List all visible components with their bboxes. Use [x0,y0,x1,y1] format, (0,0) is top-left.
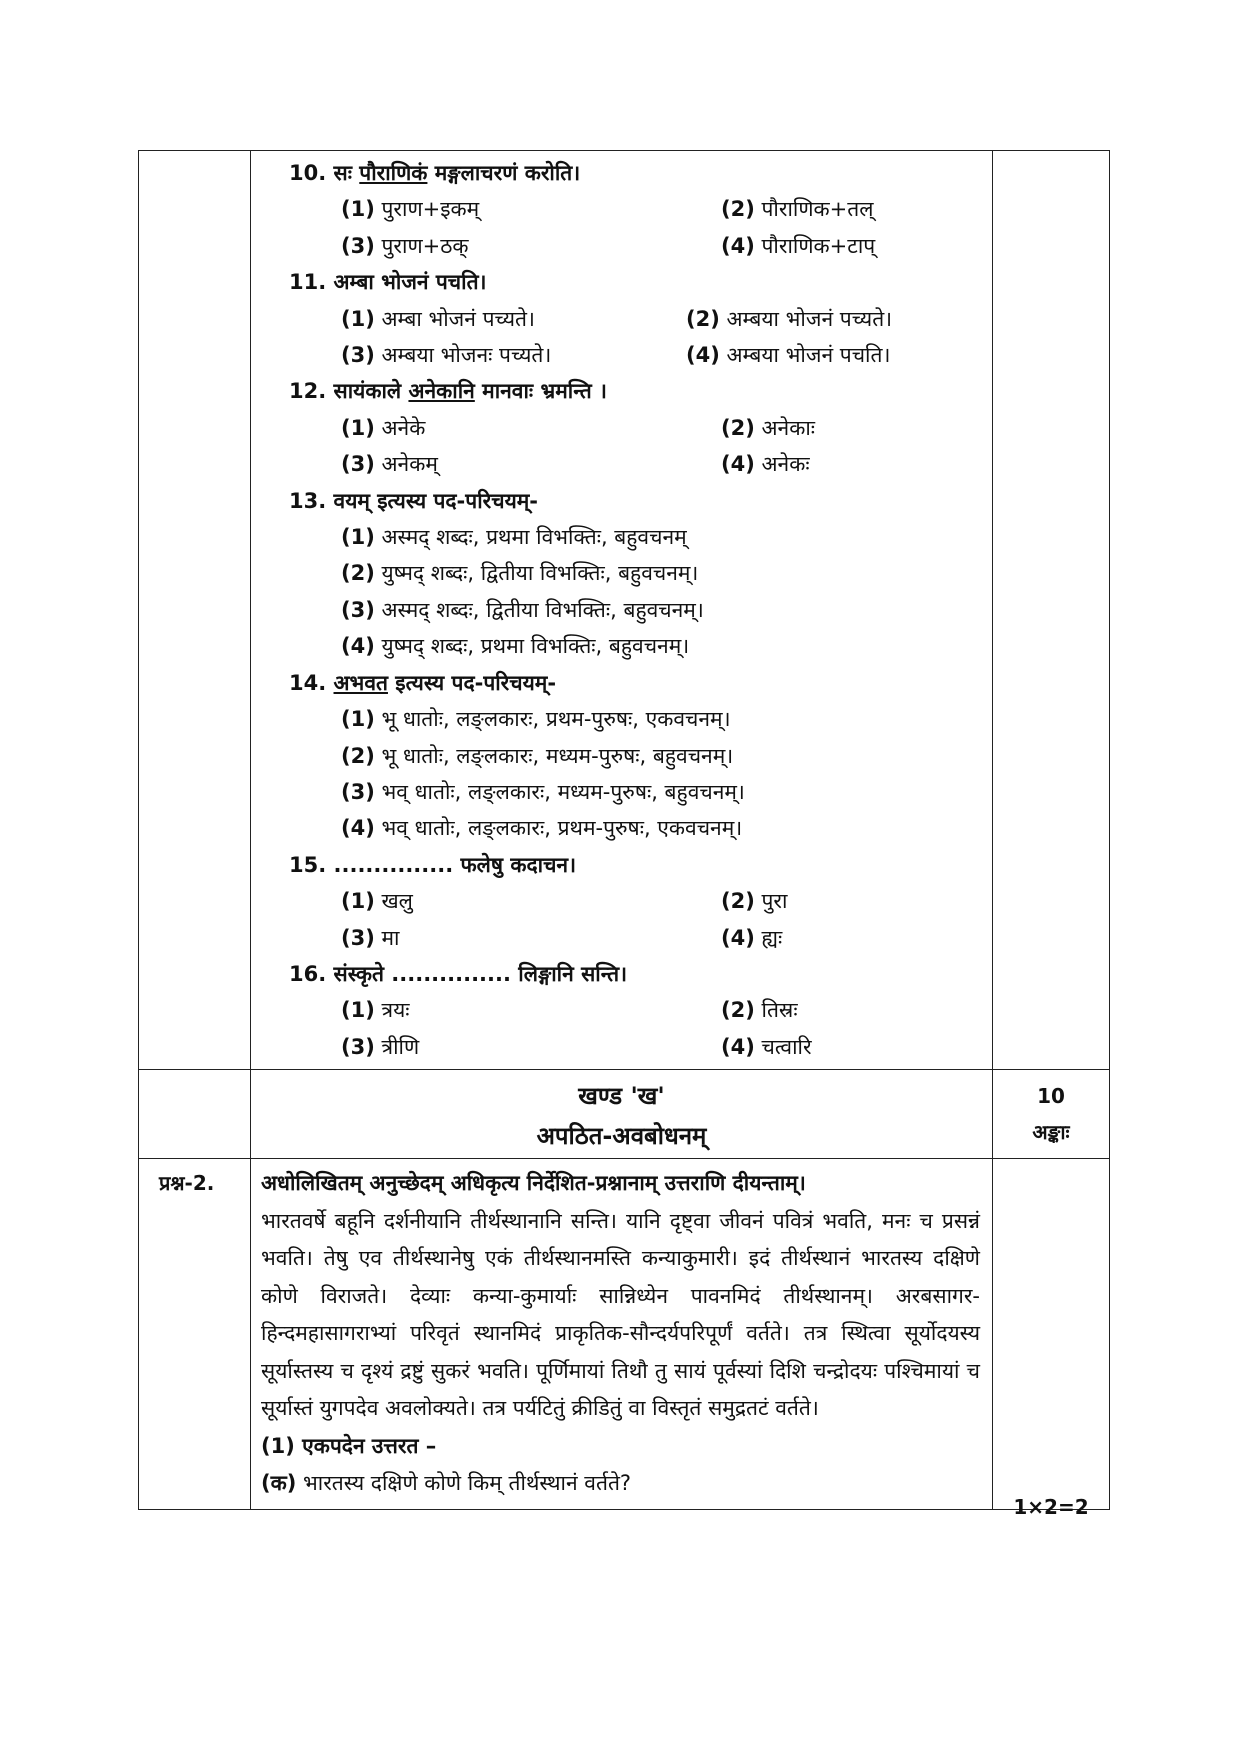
question-2-marks: 1×2=2 [1013,1495,1089,1520]
question-text: मानवाः भ्रमन्ति । [482,379,607,404]
option-4: (4) चत्वारि [721,1034,812,1059]
passage-cell [251,1159,993,1510]
option-1: (1) अस्मद् शब्दः, प्रथमा विभक्तिः, बहुवचनम् [341,525,687,550]
options-11 [289,301,982,374]
options-16 [289,992,982,1065]
section-marks-unit: अङ्काः [1032,1120,1070,1145]
section-b-heading [251,1070,993,1159]
section-b-marks [993,1070,1110,1159]
question-10 [289,155,982,191]
qnum-cell-empty [139,1070,251,1159]
section-a-questions [251,151,993,1070]
sub-question-ka [261,1465,980,1503]
question-14 [289,665,982,701]
underlined-word: अनेकानि [408,379,475,404]
question-text: मङ्गलाचरणं करोति। [434,161,581,185]
qnum-cell [139,1159,251,1510]
option-2: (2) भू धातोः, लङ्लकारः, मध्यम-पुरुषः, बहुवचनम्। [341,743,734,768]
option-4: (4) ह्यः [721,925,783,950]
option-2: (2) अम्बया भोजनं पच्यते। [686,306,893,331]
options-10 [289,191,982,264]
section-b-header-row [139,1070,1110,1159]
question-text: वयम् इत्यस्य पद-परिचयम्- [333,488,539,513]
question-text: ............... फलेषु कदाचन। [333,852,577,877]
section-marks-value: 10 [1037,1084,1065,1109]
option-4: (4) युष्मद् शब्दः, प्रथमा विभक्तिः, बहुवचनम्। [341,634,690,659]
option-1: (1) अनेके [341,415,426,440]
option-3: (3) अम्बया भोजनः पच्यते। [341,343,552,368]
option-3: (3) अनेकम् [341,452,438,477]
underlined-word: पौराणिकं [359,161,428,185]
question-13 [289,483,982,519]
question-text: अम्बा भोजनं पचति। [333,270,487,295]
options-12 [289,410,982,483]
option-1: (1) अम्बा भोजनं पच्यते। [341,306,535,331]
question-instruction: अधोलिखितम् अनुच्छेदम् अधिकृत्य निर्देशित-प्रश्नानाम् उत्तराणि दीयन्ताम्। [261,1171,806,1196]
question-label: प्रश्न-2. [159,1171,215,1196]
option-3: (3) अस्मद् शब्दः, द्वितीया विभक्तिः, बहुवचनम्। [341,597,704,622]
question-16 [289,956,982,992]
section-a-row [139,151,1110,1070]
question-12 [289,373,982,409]
option-3: (3) मा [341,925,400,950]
option-1: (1) पुराण+इकम् [341,197,480,222]
option-3: (3) भव् धातोः, लङ्लकारः, मध्यम-पुरुषः, बहुवचनम्। [341,779,745,804]
sub-question-text: भारतस्य दक्षिणे कोणे किम् तीर्थस्थानं वर्तते? [303,1471,632,1496]
sub-question-heading: (1) एकपदेन उत्तरत – [261,1433,437,1458]
option-4: (4) भव् धातोः, लङ्लकारः, प्रथम-पुरुषः, एकवचनम्। [341,816,743,841]
option-2: (2) पौराणिक+तल् [721,197,874,222]
option-2: (2) अनेकाः [721,415,816,440]
question-number: 14. [289,670,327,695]
options-14 [289,701,982,847]
unseen-passage: भारतवर्षे बहूनि दर्शनीयानि तीर्थस्थानानि सन्ति। यानि दृष्ट्वा जीवनं पवित्रं भवति, मनः च प्रसन्नं भवति। तेषु एव तीर्थस्थानेषु एकं तीर्थस्थानमस्ति कन्याकुमारी। इदं तीर्थस्थानं भारतस्य दक्षिणे कोणे विराजते। देव्याः कन्या-कुमार्याः सान्निध्येन पावनमिदं तीर्थस्थानम्। अरबसागर-हिन्दमहासागराभ्यां परिवृतं स्थानमिदं प्राकृतिक-सौन्दर्यपरिपूर्णं वर्तते। तत्र स्थित्वा सूर्योदयस्य सूर्यास्तस्य च दृश्यं द्रष्टुं सुकरं भवति। पूर्णिमायां तिथौ तु सायं पूर्वस्यां दिशि चन्द्रोदयः पश्चिमायां च सूर्यास्तं युगपदेव अवलोक्यते। तत्र पर्यटितुं क्रीडितुं वा विस्तृतं समुद्रतटं वर्तते। [261,1208,980,1421]
option-2: (2) पुरा [721,889,788,914]
question-15 [289,847,982,883]
sub-question-number: (क) [261,1471,297,1496]
question-11 [289,264,982,300]
qnum-cell-empty [139,151,251,1070]
option-2: (2) तिस्रः [721,998,798,1023]
option-4: (4) अम्बया भोजनं पचति। [686,343,891,368]
option-1: (1) भू धातोः, लङ्लकारः, प्रथम-पुरुषः, एकवचनम्। [341,707,731,732]
option-4: (4) पौराणिक+टाप् [721,233,876,258]
question-number: 16. [289,961,327,986]
option-3: (3) त्रीणि [341,1034,420,1059]
question-number: 11. [289,270,327,295]
question-text: इत्यस्य पद-परिचयम्- [395,670,557,695]
options-15 [289,883,982,956]
option-1: (1) त्रयः [341,998,410,1023]
option-1: (1) खलु [341,889,413,914]
question-text: सः [333,161,352,185]
option-2: (2) युष्मद् शब्दः, द्वितीया विभक्तिः, बहुवचनम्। [341,561,699,586]
question-2-row [139,1159,1110,1510]
question-text: संस्कृते ............... लिङ्गानि सन्ति। [333,961,628,986]
question-text: सायंकाले [333,379,402,404]
section-subtitle: अपठित-अवबोधनम् [536,1122,707,1151]
options-13 [289,519,982,665]
question-number: 13. [289,488,327,513]
option-4: (4) अनेकः [721,452,810,477]
marks-cell-empty [993,151,1110,1070]
option-3: (3) पुराण+ठक् [341,233,469,258]
underlined-word: अभवत [333,670,388,695]
question-paper-table [138,150,1110,1520]
question-number: 12. [289,379,327,404]
question-number: 10. [289,161,327,185]
question-2-marks-cell [993,1159,1110,1520]
section-title: खण्ड 'ख' [578,1082,665,1111]
question-number: 15. [289,852,327,877]
